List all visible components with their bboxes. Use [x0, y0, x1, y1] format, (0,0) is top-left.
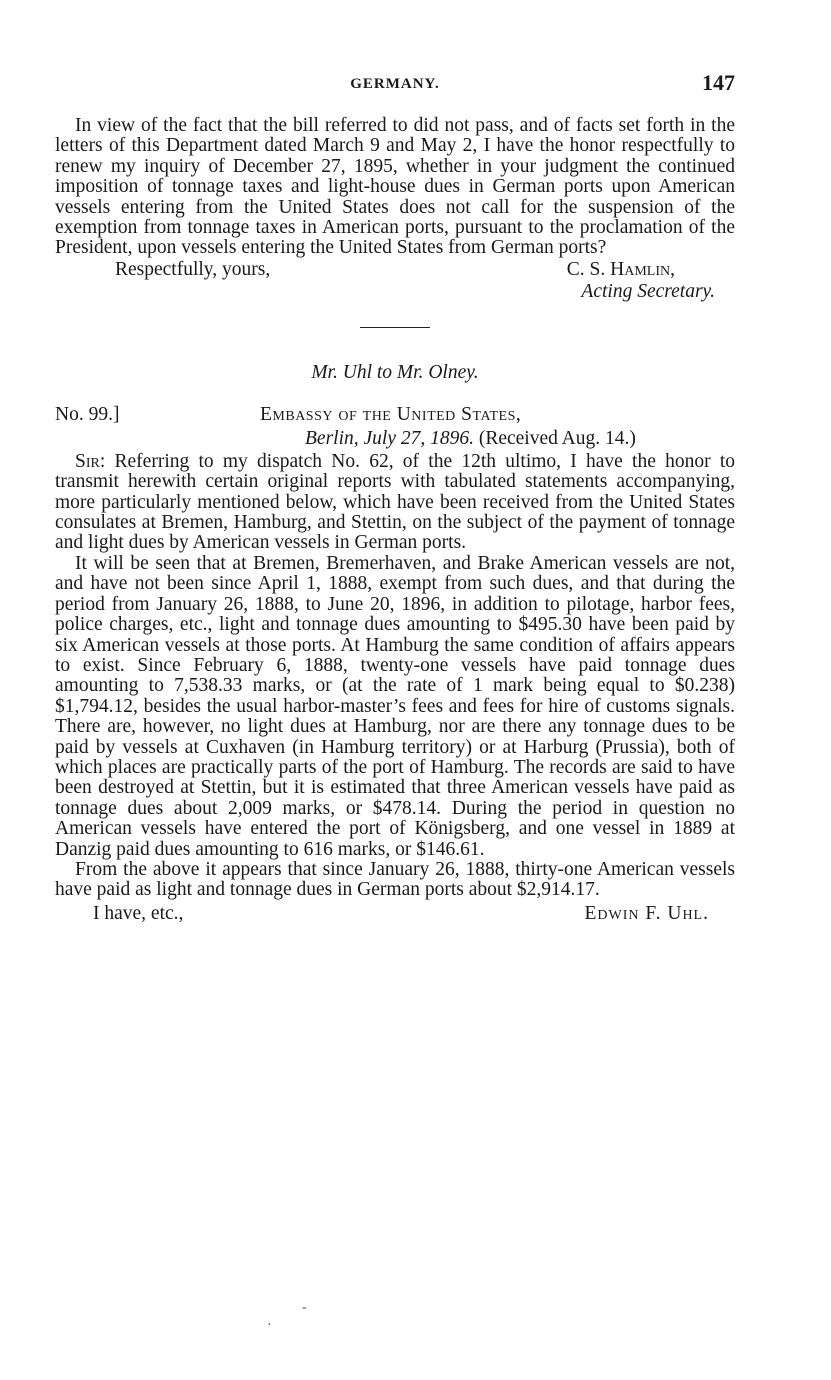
print-mark: ·	[267, 1318, 272, 1333]
letter1-signer: C. S. Hamlin,	[566, 258, 675, 280]
letter2-para2: It will be seen that at Bremen, Bremerhaven, and Brake American vessels are not, and have not been since April 1, 1888, exempt from such dues, and that during the period from January 26, 1888, to June 20, 1896, in addition to pilotage, harbor fees, police charges, etc., light and tonnage dues amounting to $495.30 have been paid by six American vessels at those ports. At Hamburg the same condition of affairs appears to exist. Since February 6, 1888, twenty-one vessels have paid tonnage dues amounting to 7,538.33 marks, or (at the rate of 1 mark being equal to $0.238) $1,794.12, besides the usual harbor-master’s fees and fees for hire of customs signals. There are, however, no light dues at Hamburg, nor are there any tonnage dues to be paid by vessels at Cuxhaven (in Hamburg territory) or at Harburg (Prussia), both of which places are practically parts of the port of Hamburg. The records are said to have been destroyed at Stettin, but it is estimated that three American vessels have paid as tonnage dues about 2,009 marks, or $478.14. During the period in question no American vessels have entered the port of Königsberg, and one vessel in 1889 at Danzig paid dues amounting to 616 marks, or $146.61.	[55, 552, 735, 860]
letter2-para1-text: Referring to my dispatch No. 62, of the 12th ultimo, I have the honor to transmit herewith certain original reports with tabulated statements accompanying, more particularly mentioned below, which have been received from the United States consulates at Bremen, Hamburg, and Stettin, on the subject of the payment of tonnage and light dues by American vessels in German ports.	[55, 450, 736, 554]
letter2-para1	[55, 452, 735, 554]
print-mark: -	[302, 1300, 307, 1315]
letter1-signer-title: Acting Secretary.	[581, 280, 715, 302]
received-date: (Received Aug. 14.)	[478, 427, 636, 449]
dispatch-number: No. 99.]	[55, 403, 120, 425]
letter2-signer: Edwin F. Uhl.	[584, 902, 709, 924]
running-head	[55, 70, 735, 100]
running-title: GERMANY.	[350, 76, 440, 92]
letter2-para3: From the above it appears that since January 26, 1888, thirty-one American vessels have paid as light and tonnage dues in German ports about $2,914.17.	[55, 858, 735, 901]
salutation: Sir:	[75, 450, 106, 472]
dateline	[55, 428, 735, 450]
letter1-body: In view of the fact that the bill referred to did not pass, and of facts set forth in the letters of this Department dated March 9 and May 2, I have the honor respectfully to renew my inquiry of December 27, 1895, whether in your judgment the continued imposition of tonnage taxes and light-house dues in German ports upon American vessels entering from the United States does not call for the suspension of the exemption from tonnage taxes in American ports, pursuant to the proclamation of the President, upon vessels entering the United States from German ports?	[55, 115, 735, 259]
letter2-heading: Mr. Uhl to Mr. Olney.	[311, 361, 479, 383]
embassy-name: Embassy of the United States,	[260, 403, 522, 425]
letter2-closing: I have, etc.,	[93, 902, 184, 924]
letter1-signature-row	[55, 259, 735, 281]
letter1-closing: Respectfully, yours,	[115, 258, 271, 280]
dispatch-row	[55, 404, 735, 428]
letter2-signature-row	[55, 903, 735, 925]
place-date: Berlin, July 27, 1896.	[305, 427, 474, 449]
section-divider	[360, 327, 430, 328]
document-page	[55, 70, 735, 925]
page-number: 147	[702, 70, 735, 95]
